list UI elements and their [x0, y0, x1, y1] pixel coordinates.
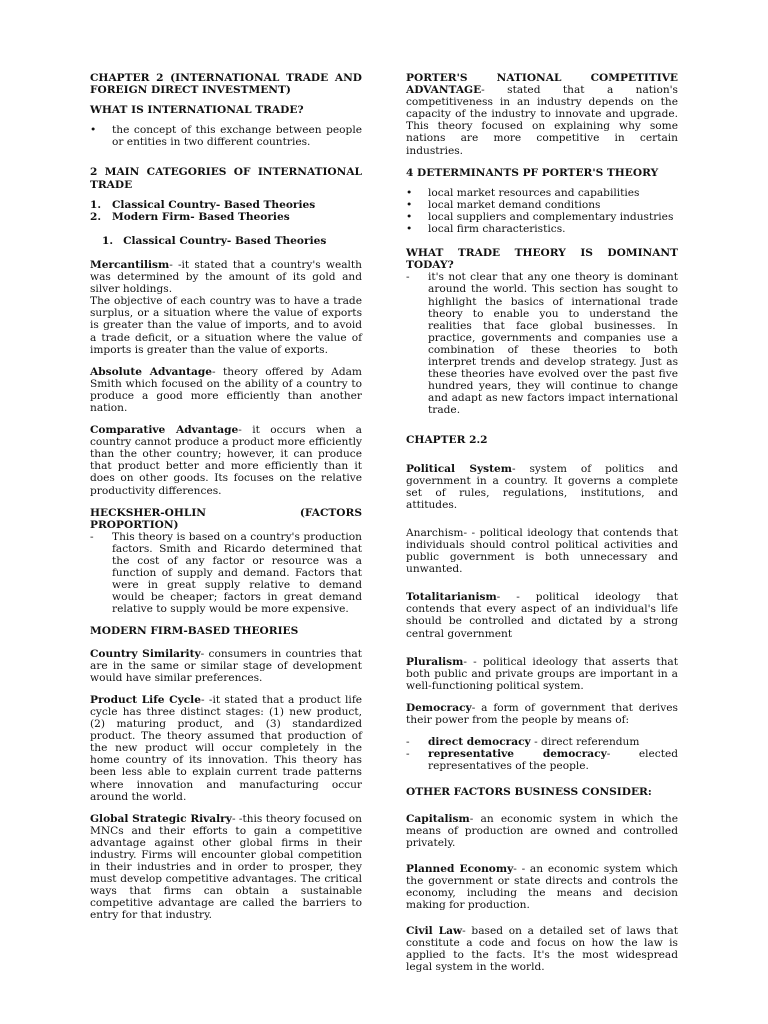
heading-number: 1.: [102, 234, 114, 247]
global-strategic-rivalry-paragraph: Global Strategic Rivalry- -this theory focused on MNCs and their efforts to gain a competitive advantage against other global firms in their industry. Firms will encounter global competition in their industries and in order to prosper, they must develop competitive advantages. The critical ways that firms can obtain a sustainable competitive advantage are called the barriers to entry for that industry.: [90, 812, 362, 922]
list-item: • local market resources and capabilities: [406, 187, 678, 199]
list-item: - direct democracy - direct referendum: [406, 736, 640, 749]
determinants-list: [406, 187, 678, 235]
modern-theories-heading: MODERN FIRM-BASED THEORIES: [90, 625, 299, 638]
mercantilism-paragraph-2: The objective of each country was to have a trade surplus, or a situation where the value of exports is greater than the value of imports, and to avoid a trade deficit, or a situation where the value of imports is greater than the value of exports.: [90, 295, 362, 356]
list-number: 1.: [90, 198, 102, 211]
list-item: [90, 199, 362, 211]
political-system-paragraph: Political System- system of politics and government in a country. It governs a complete set of rules, regulations, institutions, and attitudes.: [406, 462, 678, 511]
other-factors-heading: OTHER FACTORS BUSINESS CONSIDER:: [406, 786, 652, 799]
list-item-text: Modern Firm- Based Theories: [112, 210, 290, 223]
list-item: • local market demand conditions: [406, 199, 678, 211]
list-item: • the concept of this exchange between people or entities in two different countries.: [90, 124, 362, 148]
product-life-cycle-term: Product Life Cycle: [90, 693, 201, 706]
civil-law-term: Civil Law: [406, 925, 463, 938]
porter-term: PORTER'S NATIONAL COMPETITIVE ADVANTAGE: [406, 72, 678, 97]
mercantilism-term: Mercantilism: [90, 258, 170, 271]
list-item: [90, 211, 362, 223]
list-item: • local suppliers and complementary industries: [406, 211, 678, 223]
chapter-2-2-heading: CHAPTER 2.2: [406, 434, 488, 447]
planned-economy-term: Planned Economy: [406, 862, 514, 875]
porter-paragraph: PORTER'S NATIONAL COMPETITIVE ADVANTAGE- stated that a nation's competitiveness in an industry depends on the capacity of the industry to innovate and upgrade. This theory focused on explaining why some nations are more competitive in certain industries.: [406, 72, 678, 157]
totalitarianism-paragraph: Totalitarianism- - political ideology that contends that every aspect of an individual's life should be controlled and dictated by a strong central government: [406, 591, 678, 640]
global-strategic-rivalry-term: Global Strategic Rivalry: [90, 812, 232, 825]
dominant-theory-list: [406, 271, 678, 416]
left-column: [90, 72, 362, 932]
comparative-advantage-term: Comparative Advantage: [90, 424, 239, 437]
question-heading-international-trade: WHAT IS INTERNATIONAL TRADE?: [90, 104, 304, 117]
chapter-title: CHAPTER 2 (INTERNATIONAL TRADE AND FOREIGN DIRECT INVESTMENT): [90, 72, 362, 97]
planned-economy-paragraph: Planned Economy- - an economic system which the government or state directs and controls the economy, including the means and decision making for production.: [406, 862, 679, 912]
democracy-paragraph: Democracy- a form of government that derives their power from the people by means of:: [406, 701, 678, 727]
democracy-list: [406, 736, 678, 772]
comparative-advantage-paragraph: Comparative Advantage- it occurs when a country cannot produce a product more efficiently than the other country; however, it can produce that product better and more efficiently than it does on other goods. Its focuses on the relative productivity differences.: [90, 424, 362, 497]
list-item: - it's not clear that any one theory is dominant around the world. This section has sought to highlight the basics of international trade theory to enable you to understand the realities that face global businesses. In practice, governments and companies use a combination of these theories to both interpret trends and develop strategy. Just as these theories have evolved over the past five hundred years, they will continue to change and adapt as new factors impact international trade.: [406, 271, 678, 417]
categories-list: [90, 199, 362, 223]
product-life-cycle-paragraph: Product Life Cycle- -it stated that a product life cycle has three distinct stages: (1) new product, (2) maturing product, and (3) standardized product. The theory assumed that production of the new product will occur completely in the home country of its innovation. This theory has been less able to explain current trade patterns where innovation and manufacturing occur around the world.: [90, 693, 363, 803]
absolute-advantage-paragraph: Absolute Advantage- theory offered by Adam Smith which focused on the ability of a country to produce a good more efficiently than another nation.: [90, 365, 362, 414]
anarchism-paragraph: Anarchism- - political ideology that contends that individuals should control political activities and public government is both unnecessary and unwanted.: [406, 526, 678, 576]
list-item: • local firm characteristics.: [406, 223, 678, 235]
capitalism-paragraph: Capitalism- an economic system in which the means of production are owned and controlled privately.: [406, 812, 678, 849]
absolute-advantage-term: Absolute Advantage: [90, 365, 213, 378]
list-item-text: Classical Country- Based Theories: [112, 198, 316, 211]
categories-heading: 2 MAIN CATEGORIES OF INTERNATIONAL TRADE: [90, 166, 362, 191]
right-column: [406, 72, 678, 984]
capitalism-term: Capitalism: [406, 812, 470, 825]
country-similarity-paragraph: Country Similarity- consumers in countries that are in the same or similar stage of development would have similar preferences.: [90, 647, 362, 684]
intl-trade-bullet-list: [90, 124, 362, 148]
list-item: - This theory is based on a country's production factors. Smith and Ricardo determined that the cost of any factor or resource was a function of supply and demand. Factors that were in great supply relative to demand would be cheaper; factors in great demand relative to supply would be more expensive.: [90, 530, 362, 616]
classical-theories-heading: 1. Classical Country- Based Theories: [102, 234, 327, 247]
list-item: - representative democracy- elected representatives of the people.: [406, 748, 678, 773]
democracy-term: Democracy: [406, 701, 472, 714]
country-similarity-term: Country Similarity: [90, 647, 201, 660]
list-number: 2.: [90, 210, 102, 223]
dominant-theory-heading: WHAT TRADE THEORY IS DOMINANT TODAY?: [406, 247, 678, 272]
pluralism-paragraph: Pluralism- - political ideology that asserts that both public and private groups are important in a well-functioning political system.: [406, 655, 678, 692]
heckscher-list: [90, 531, 362, 616]
heckscher-heading: HECKSHER-OHLIN (FACTORS PROPORTION): [90, 506, 362, 531]
pluralism-term: Pluralism: [406, 655, 464, 668]
determinants-heading: 4 DETERMINANTS PF PORTER'S THEORY: [406, 166, 659, 179]
mercantilism-paragraph: Mercantilism- -it stated that a country's wealth was determined by the amount of its gold and silver holdings.: [90, 258, 362, 296]
civil-law-paragraph: Civil Law- based on a detailed set of laws that constitute a code and focus on how the law is applied to the facts. It's the most widespread legal system in the world.: [406, 925, 679, 974]
political-system-term: Political System: [406, 462, 512, 475]
totalitarianism-term: Totalitarianism: [406, 591, 497, 604]
